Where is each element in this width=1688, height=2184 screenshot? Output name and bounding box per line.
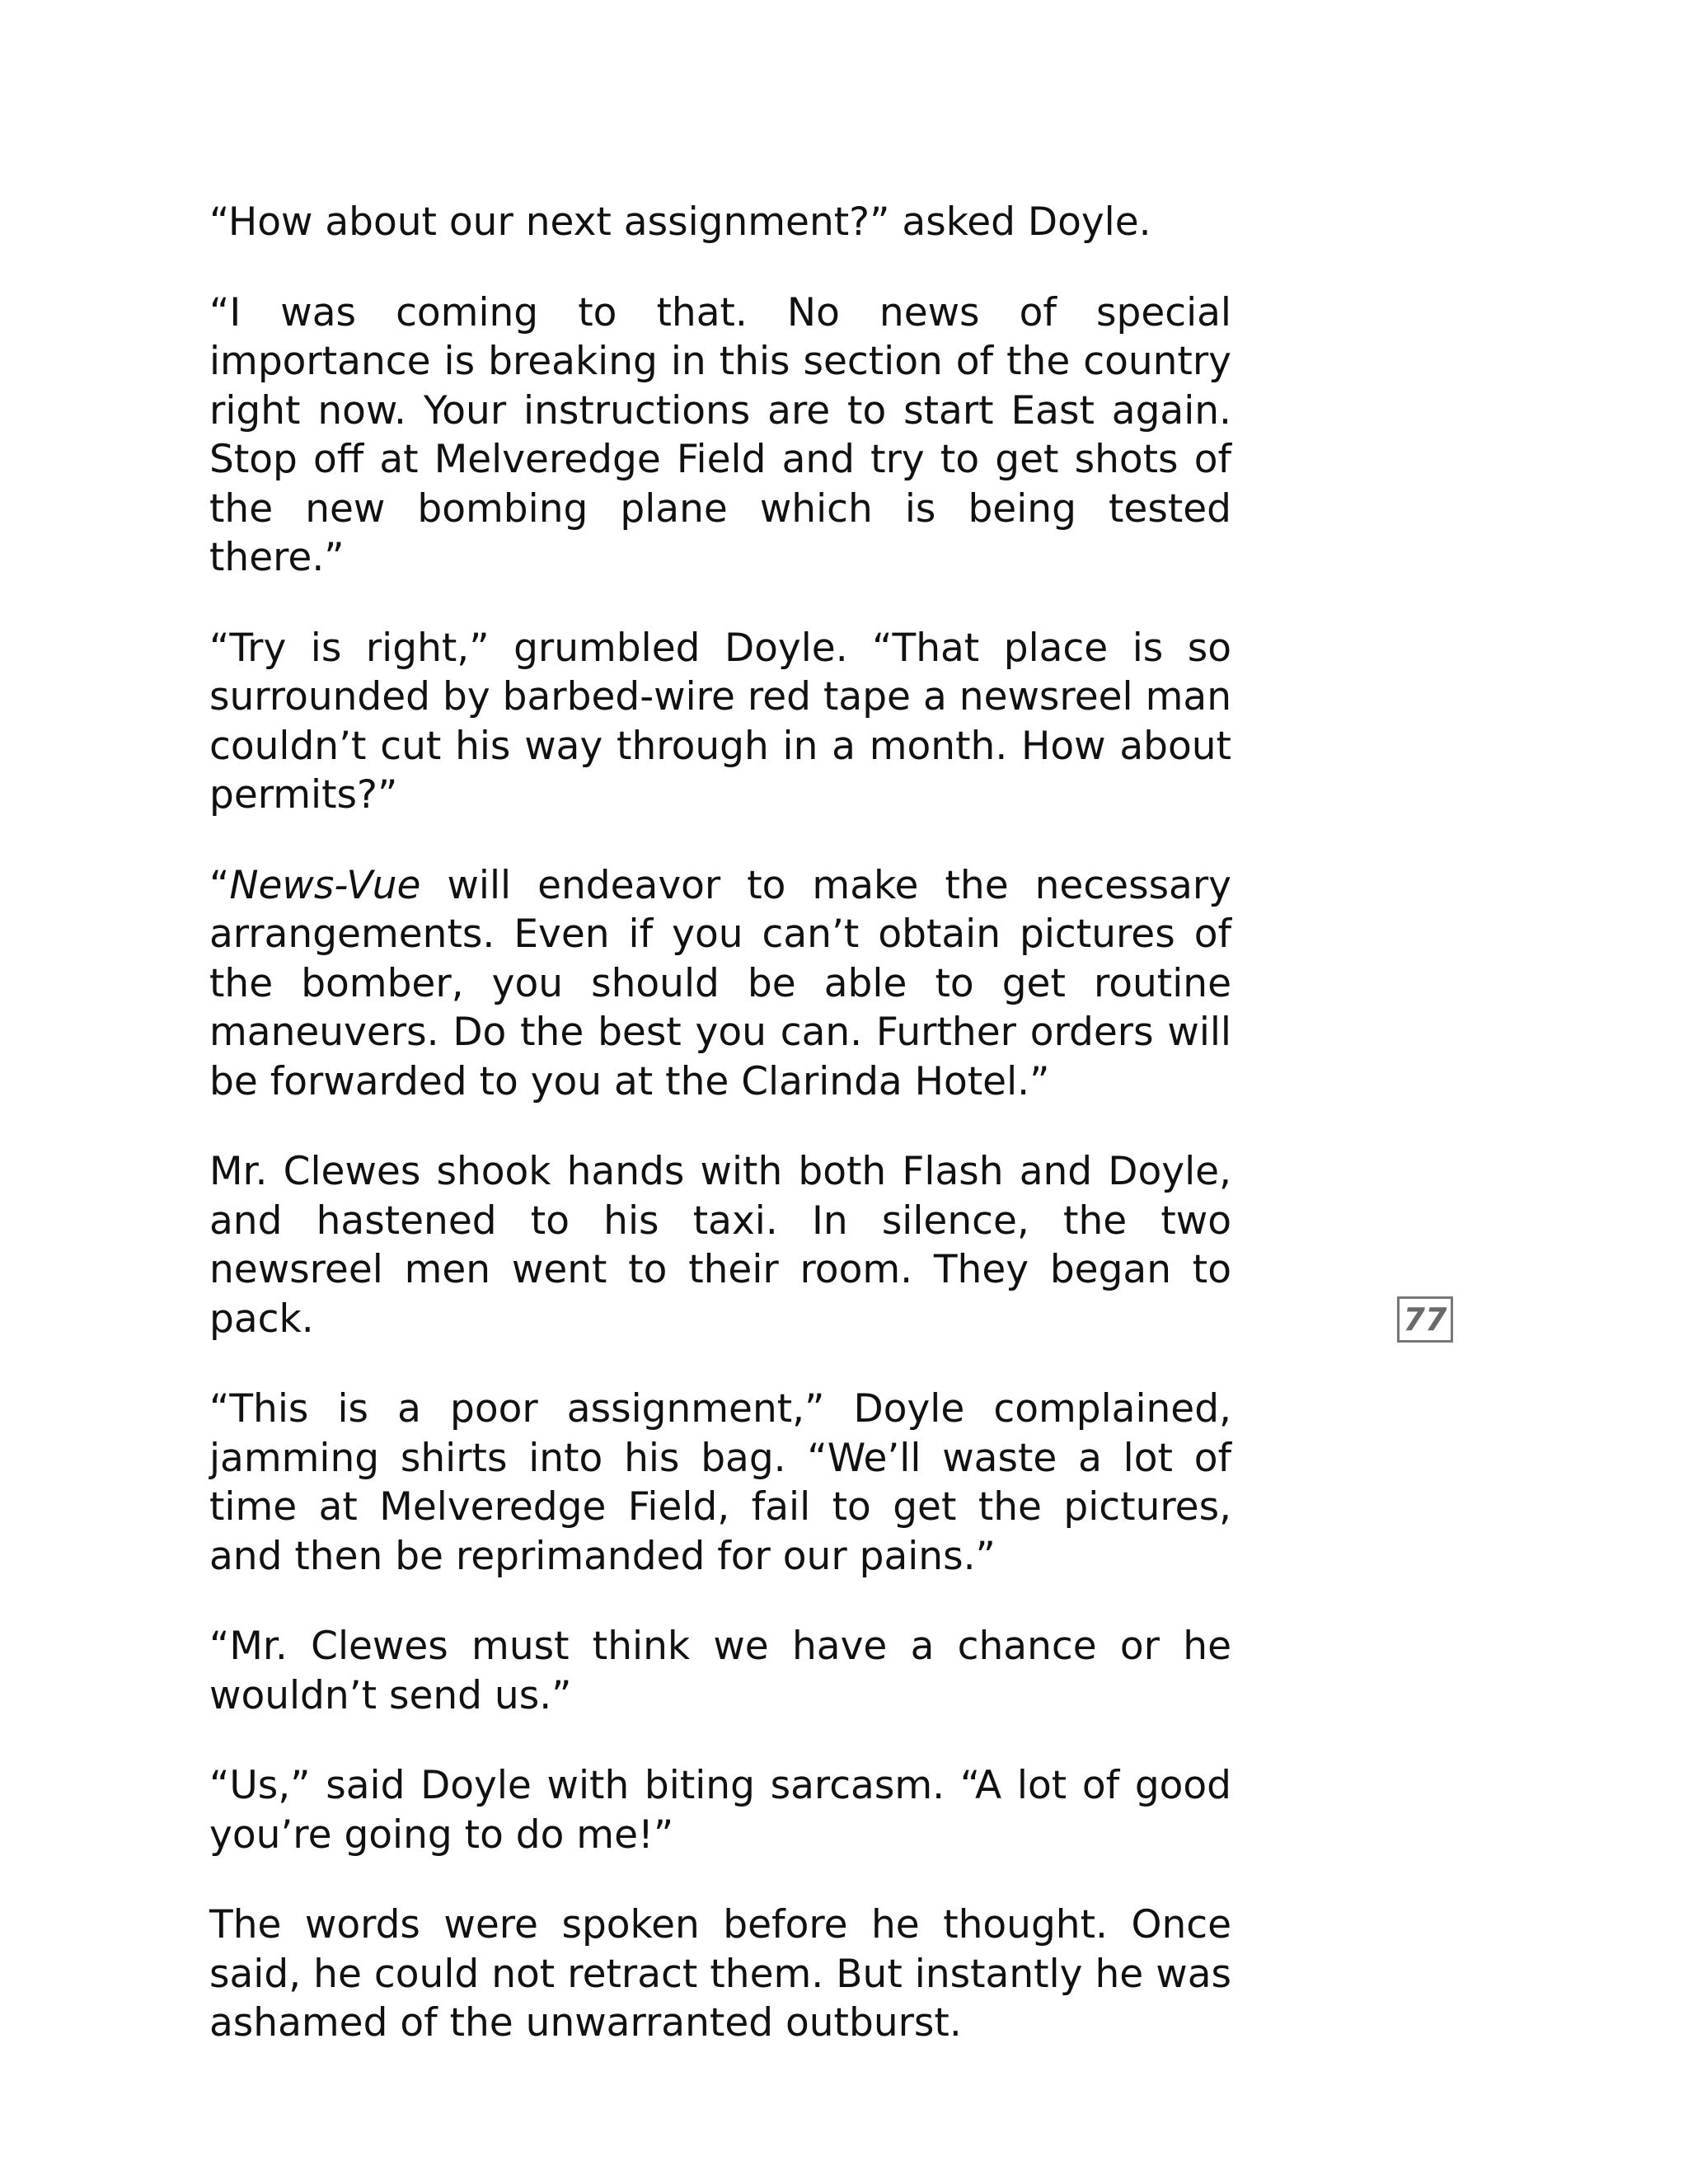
paragraph: “Try is right,” grumbled Doyle. “That place is so surrounded by barbed-wire red tape a newsreel man couldn’t cut his way through in a month. How about permits?” [209, 625, 1231, 818]
paragraph [209, 861, 1231, 1107]
paragraph: “How about our next assignment?” asked Doyle. [209, 199, 1151, 245]
paragraph: Mr. Clewes shook hands with both Flash and Doyle, and hastened to his taxi. In silence, the two newsreel men went to their room. They began to pack. [209, 1149, 1231, 1342]
paragraph: “This is a poor assignment,” Doyle complained, jamming shirts into his bag. “We’ll waste a lot of time at Melveredge Field, fail to get the pictures, and then be reprimanded for our pains.” [209, 1386, 1231, 1579]
paragraph: “Mr. Clewes must think we have a chance or he wouldn’t send us.” [209, 1624, 1231, 1718]
body-text [209, 198, 1231, 2089]
paragraph-rest: will endeavor to make the necessary arrangements. Even if you can’t obtain pictures of the bomber, you should be able to get routine maneuvers. Do the best you can. Further orders will be forwarded to you at the Clarinda Hotel.” [209, 862, 1231, 1104]
paragraph: “Us,” said Doyle with biting sarcasm. “A lot of good you’re going to do me!” [209, 1763, 1231, 1858]
open-quote: “ [209, 862, 230, 908]
paragraph: The words were spoken before he thought. Once said, he could not retract them. But instantly he was ashamed of the unwarranted outburst. [209, 1902, 1231, 2046]
emphasized-title: News-Vue [229, 862, 421, 908]
page-number-badge: 77 [1397, 1296, 1453, 1343]
paragraph: “I was coming to that. No news of special importance is breaking in this section of the country right now. Your instructions are to start East again. Stop off at Melveredge Field and try to get shots of the new bombing plane which is being tested there.” [209, 289, 1231, 580]
